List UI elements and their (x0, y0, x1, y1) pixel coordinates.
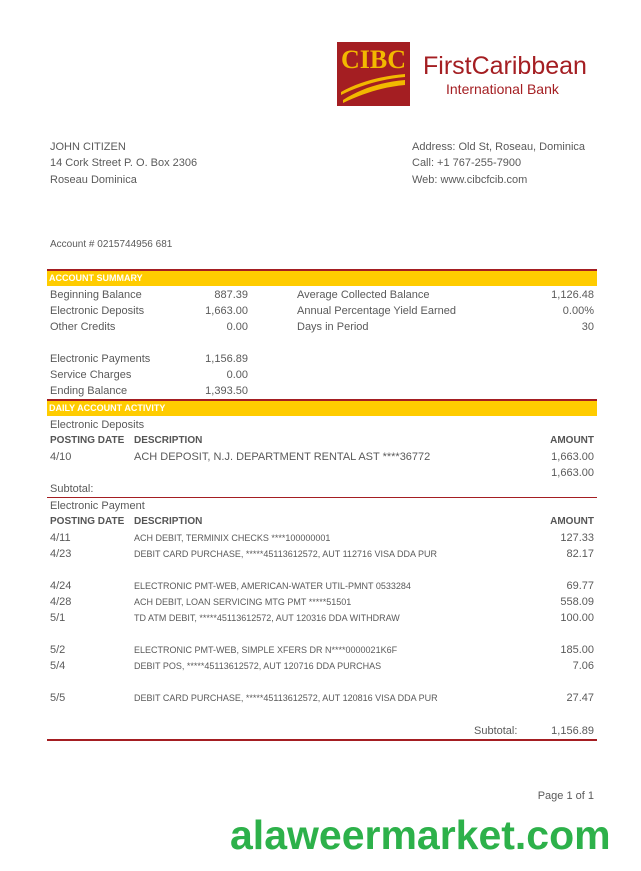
summary-label: Days in Period (297, 321, 369, 333)
summary-value: 0.00 (226, 369, 248, 381)
customer-name: JOHN CITIZEN (50, 141, 126, 153)
row-description: ACH DEBIT, LOAN SERVICING MTG PMT *****51501 (134, 597, 352, 607)
page-number: Page 1 of 1 (537, 790, 594, 802)
row-description: ELECTRONIC PMT-WEB, SIMPLE XFERS DR N****0000021K6F (134, 645, 398, 655)
summary-value: 1,156.89 (205, 353, 248, 365)
column-header-description: DESCRIPTION (134, 435, 203, 446)
row-description: TD ATM DEBIT, *****45113612572, AUT 120316 DDA WITHDRAW (134, 613, 400, 623)
account-summary-title: ACCOUNT SUMMARY (49, 273, 143, 283)
row-amount: 1,663.00 (551, 451, 594, 463)
row-date: 4/23 (50, 548, 72, 560)
row-amount: 185.00 (560, 644, 594, 656)
deposits-total: 1,663.00 (551, 467, 594, 479)
row-amount: 82.17 (566, 548, 594, 560)
summary-value: 1,126.48 (551, 289, 594, 301)
bank-logo (337, 42, 410, 106)
summary-label: Beginning Balance (50, 289, 142, 301)
summary-value: 887.39 (214, 289, 248, 301)
daily-activity-title: DAILY ACCOUNT ACTIVITY (49, 403, 166, 413)
brand-name: FirstCaribbean (423, 52, 587, 80)
row-date: 5/4 (50, 660, 66, 672)
summary-label: Ending Balance (50, 385, 128, 397)
summary-label: Service Charges (50, 369, 132, 381)
summary-value: 0.00 (226, 321, 248, 333)
row-amount: 27.47 (566, 692, 594, 704)
bank-phone: Call: +1 767-255-7900 (412, 157, 522, 169)
row-description: DEBIT CARD PURCHASE, *****45113612572, AUT 112716 VISA DDA PUR (134, 549, 437, 559)
summary-label: Other Credits (50, 321, 116, 333)
logo-swoosh-icon (337, 42, 410, 106)
statement-end-rule (47, 739, 597, 741)
summary-label: Electronic Payments (50, 353, 151, 365)
summary-value: 0.00% (562, 305, 594, 317)
brand-subname: International Bank (446, 81, 559, 97)
payments-subtotal: 1,156.89 (551, 725, 594, 737)
row-date: 5/1 (50, 612, 66, 624)
column-header-date: POSTING DATE (50, 435, 125, 446)
row-amount: 127.33 (560, 532, 594, 544)
summary-value: 1,663.00 (205, 305, 248, 317)
row-description: DEBIT POS, *****45113612572, AUT 120716 DDA PURCHAS (134, 661, 382, 671)
row-date: 5/5 (50, 692, 66, 704)
column-header-amount: AMOUNT (550, 516, 594, 527)
logo-text: CIBC (340, 45, 406, 74)
summary-label: Electronic Deposits (50, 305, 145, 317)
row-date: 5/2 (50, 644, 66, 656)
customer-city: Roseau Dominica (50, 174, 137, 186)
summary-value: 1,393.50 (205, 385, 248, 397)
row-description: ACH DEBIT, TERMINIX CHECKS ****100000001 (134, 533, 331, 543)
deposits-subtotal-label: Subtotal: (50, 483, 94, 495)
section-divider (47, 497, 597, 498)
summary-label: Annual Percentage Yield Earned (297, 305, 457, 317)
row-date: 4/28 (50, 596, 72, 608)
payments-subtotal-label: Subtotal: (474, 725, 518, 737)
account-number: Account # 0215744956 681 (50, 239, 173, 250)
bank-address: Address: Old St, Roseau, Dominica (412, 141, 586, 153)
account-summary-header (47, 269, 597, 286)
summary-value: 30 (581, 321, 594, 333)
row-description: ELECTRONIC PMT-WEB, AMERICAN-WATER UTIL-PMNT 0533284 (134, 581, 411, 591)
deposits-section-title: Electronic Deposits (50, 419, 145, 431)
row-amount: 100.00 (560, 612, 594, 624)
row-date: 4/24 (50, 580, 72, 592)
column-header-description: DESCRIPTION (134, 516, 203, 527)
row-date: 4/10 (50, 451, 72, 463)
column-header-amount: AMOUNT (550, 435, 594, 446)
row-amount: 69.77 (566, 580, 594, 592)
watermark-text: alaweermarket.com (230, 812, 611, 858)
summary-label: Average Collected Balance (297, 289, 430, 301)
column-header-date: POSTING DATE (50, 516, 125, 527)
row-amount: 7.06 (572, 660, 594, 672)
customer-street: 14 Cork Street P. O. Box 2306 (50, 157, 198, 169)
row-date: 4/11 (50, 532, 71, 544)
row-amount: 558.09 (560, 596, 594, 608)
payments-section-title: Electronic Payment (50, 500, 145, 512)
row-description: ACH DEPOSIT, N.J. DEPARTMENT RENTAL AST ****36772 (134, 451, 431, 463)
daily-activity-header (47, 399, 597, 416)
bank-web: Web: www.cibcfcib.com (412, 174, 528, 186)
row-description: DEBIT CARD PURCHASE, *****45113612572, AUT 120816 VISA DDA PUR (134, 693, 438, 703)
